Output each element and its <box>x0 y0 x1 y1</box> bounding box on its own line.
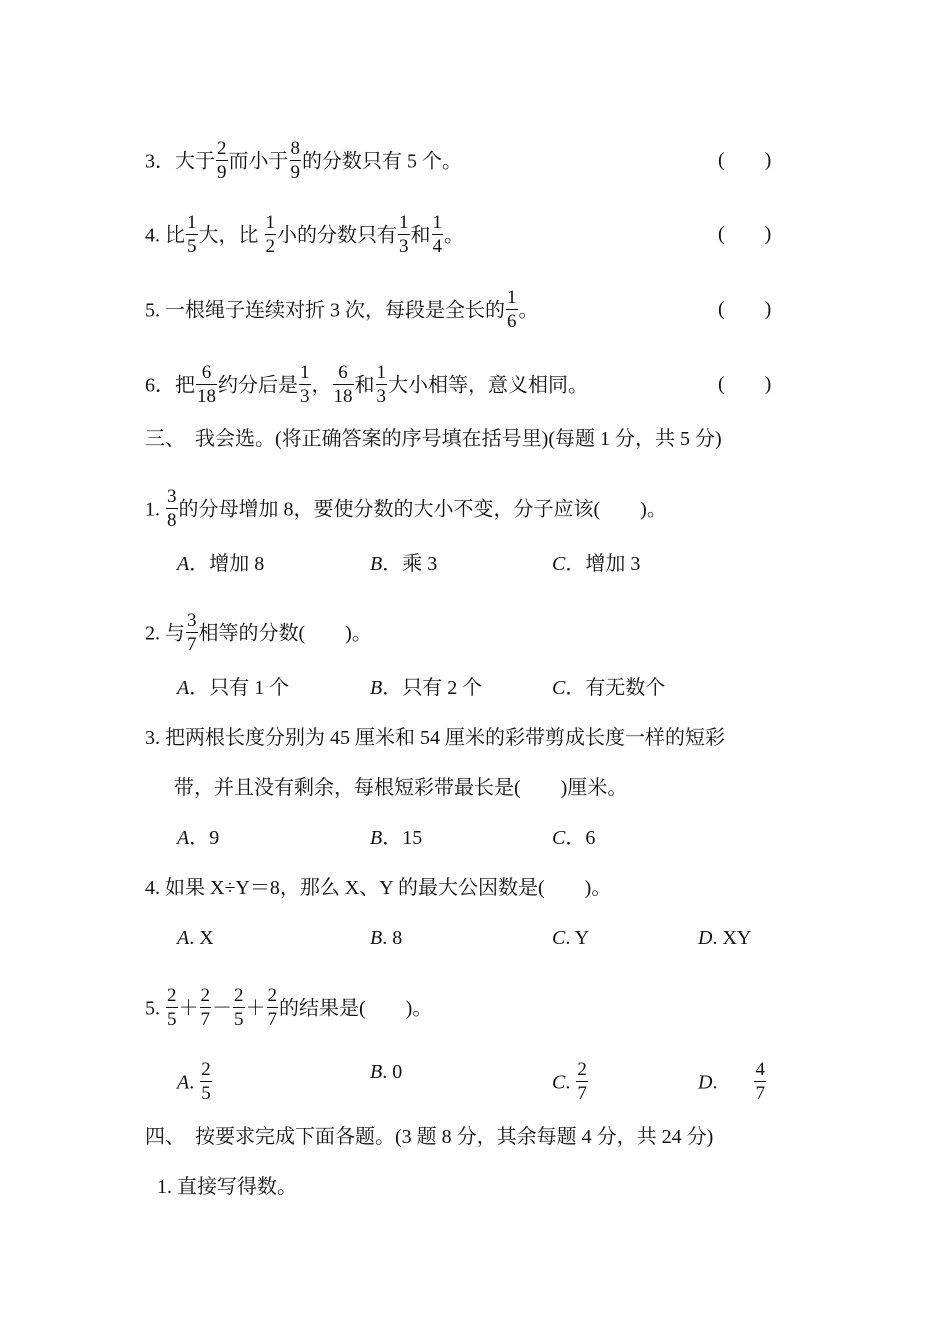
fraction: $\frac{3}{7}$ <box>187 610 197 655</box>
plus-sign: ＋ <box>245 997 266 1020</box>
option-a[interactable]: A．9 <box>177 827 220 849</box>
option-d[interactable]: D. $\frac{4}{7}$ <box>698 1059 765 1104</box>
option-a[interactable]: A. X <box>177 927 214 949</box>
option-a[interactable]: A．只有 1 个 <box>177 677 290 699</box>
fraction: $\frac{1}{3}$ <box>300 362 310 407</box>
answer-parentheses[interactable]: ( ) <box>718 298 772 320</box>
option-c[interactable]: C. Y <box>552 927 590 949</box>
fraction: $\frac{2}{5}$ <box>167 985 177 1030</box>
mc-question-5: 5. $\frac{2}{5}$ ＋ $\frac{2}{7}$ － $\frac{2}{5}$ ＋ $\frac{2}{7}$ 的结果是( )。 <box>145 985 433 1030</box>
fraction: $\frac{1}{5}$ <box>187 212 197 257</box>
option-a[interactable]: A．增加 8 <box>177 553 265 575</box>
mc-question-4: 4. 如果 X÷Y＝8，那么 X、Y 的最大公因数是( )。 <box>145 877 612 899</box>
fraction: $\frac{2}{5}$ <box>234 985 244 1030</box>
section-4-heading: 四、 按要求完成下面各题。(3 题 8 分，其余每题 4 分，共 24 分) <box>145 1126 714 1148</box>
plus-sign: ＋ <box>178 997 199 1020</box>
answer-parentheses[interactable]: ( ) <box>718 373 772 395</box>
option-a[interactable]: A. $\frac{2}{5}$ <box>177 1059 211 1104</box>
answer-parentheses[interactable]: ( ) <box>718 223 772 245</box>
fraction: $\frac{8}{9}$ <box>290 138 300 183</box>
mc-question-3-line-1: 3. 把两根长度分别为 45 厘米和 54 厘米的彩带剪成长度一样的短彩 <box>145 727 725 749</box>
option-c[interactable]: C. $\frac{2}{7}$ <box>552 1059 587 1104</box>
tf-item-4: 4. 比 $\frac{1}{5}$ 大，比 $\frac{1}{2}$ 小的分数只有 $\frac{1}{3}$ 和 $\frac{1}{4}$ 。 <box>145 212 464 257</box>
option-b[interactable]: B. 0 <box>370 1061 403 1083</box>
fraction: $\frac{2}{7}$ <box>267 985 277 1030</box>
section-4-question-1: 1. 直接写得数。 <box>157 1176 297 1198</box>
fraction: $\frac{6}{18}$ <box>333 362 353 407</box>
fraction: $\frac{2}{9}$ <box>217 138 227 183</box>
fraction: $\frac{1}{3}$ <box>399 212 409 257</box>
option-c[interactable]: C．6 <box>552 827 596 849</box>
option-b[interactable]: B. 8 <box>370 927 403 949</box>
fraction: $\frac{1}{2}$ <box>265 212 275 257</box>
fraction: $\frac{6}{18}$ <box>197 362 216 407</box>
option-c[interactable]: C．增加 3 <box>552 553 641 575</box>
tf-item-5: 5. 一根绳子连续对折 3 次，每段是全长的 $\frac{1}{6}$ 。 <box>145 287 539 332</box>
option-b[interactable]: B．15 <box>370 827 423 849</box>
fraction: $\frac{1}{4}$ <box>432 212 442 257</box>
fraction: $\frac{3}{8}$ <box>167 486 177 531</box>
mc-question-1: 1. $\frac{3}{8}$ 的分母增加 8，要使分数的大小不变，分子应该( )。 <box>145 486 667 531</box>
option-c[interactable]: C．有无数个 <box>552 677 666 699</box>
fraction: $\frac{1}{3}$ <box>376 362 386 407</box>
option-b[interactable]: B．只有 2 个 <box>370 677 483 699</box>
item-number: 3． <box>145 150 175 173</box>
option-b[interactable]: B．乘 3 <box>370 553 438 575</box>
fraction: $\frac{4}{7}$ <box>755 1059 765 1104</box>
tf-item-3: 3．大于 $\frac{2}{9}$ 而小于 $\frac{8}{9}$ 的分数只有 5 个。 <box>145 138 462 183</box>
section-3-heading: 三、 我会选。(将正确答案的序号填在括号里)(每题 1 分，共 5 分) <box>145 428 722 450</box>
option-d[interactable]: D. XY <box>698 927 752 949</box>
fraction: $\frac{2}{7}$ <box>577 1059 587 1104</box>
tf-item-6: 6．把 $\frac{6}{18}$ 约分后是 $\frac{1}{3}$ ， $\frac{6}{18}$ 和 $\frac{1}{3}$ 大小相等，意义相同。 <box>145 362 588 407</box>
fraction: $\frac{1}{6}$ <box>507 287 517 332</box>
fraction: $\frac{2}{5}$ <box>201 1059 211 1104</box>
mc-question-2: 2. 与 $\frac{3}{7}$ 相等的分数( )。 <box>145 610 372 655</box>
mc-question-3-line-2: 带，并且没有剩余，每根短彩带最长是( )厘米。 <box>174 777 628 799</box>
fraction: $\frac{2}{7}$ <box>200 985 210 1030</box>
minus-sign: － <box>212 997 232 1020</box>
answer-parentheses[interactable]: ( ) <box>718 149 772 171</box>
